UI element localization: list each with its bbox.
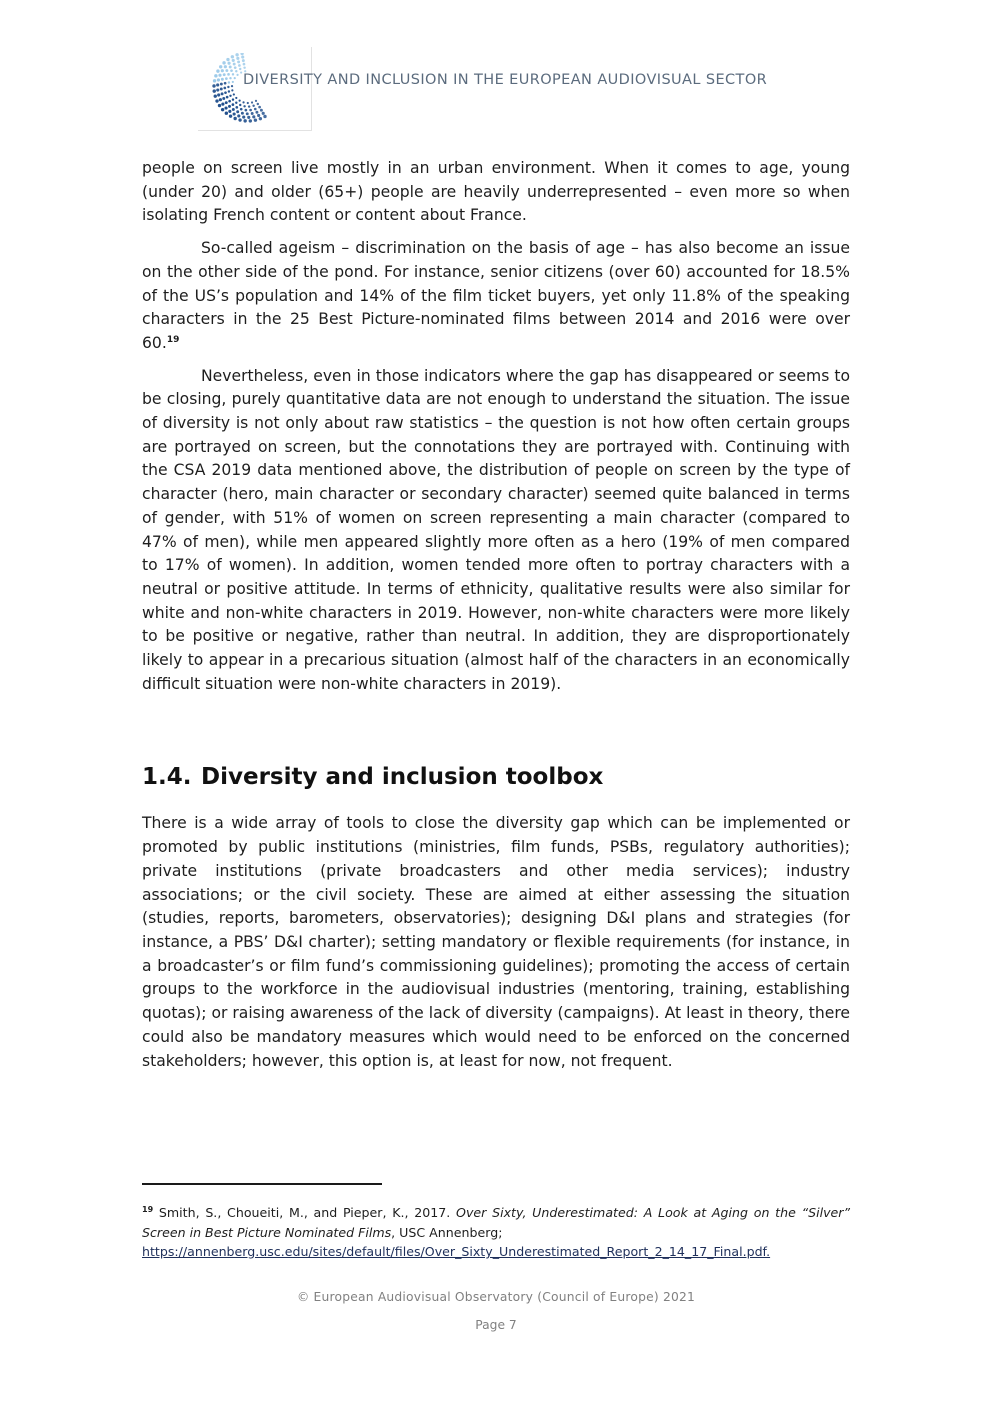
logo-dot xyxy=(247,102,249,104)
paragraph-3: Nevertheless, even in those indicators where the gap has disappeared or seems to be closing, purely quantitative data are not enough to understand the situation. The issue of diversity is not only about raw statistics – the question is not how often certain groups are portrayed on screen, but the connotations they are portrayed with. Continuing with the CSA 2019 data mentioned above, the distribution of people on screen by the type of character (hero, main character or secondary character) seemed quite balanced in terms of gender, with 51% of women on screen representing a main character (compared to 47% of men), while men appeared slightly more often as a hero (19% of men compared to 17% of women). In addition, women tended more often to portray characters with a neutral or positive attitude. In terms of ethnicity, qualitative results were also similar for white and non-white characters in 2019. However, non-white characters were more likely to be positive or negative, rather than neutral. In addition, they are disproportionately likely to appear in a precarious situation (almost half of the characters in an economically difficult situation were non-white characters in 2019). xyxy=(142,366,850,693)
logo-dot xyxy=(228,100,231,103)
logo-dot xyxy=(237,60,240,63)
logo-dot xyxy=(229,77,231,79)
logo-dot xyxy=(232,103,235,106)
footnote-number: 19 xyxy=(142,1205,154,1214)
logo-dot xyxy=(249,119,252,122)
logo-dot xyxy=(229,95,231,97)
logo-dot xyxy=(248,105,250,107)
footnote-title: Over Sixty, Underestimated: A Look at Aging on the “Silver” Screen in Best Picture Nominated Films xyxy=(142,1205,850,1240)
logo-dot xyxy=(246,112,249,115)
logo-dot xyxy=(221,103,224,106)
logo-dot xyxy=(231,89,233,91)
logo-dot xyxy=(233,63,236,66)
logo-dot xyxy=(254,108,257,111)
logo-dot xyxy=(222,97,225,100)
footnote-authors: Smith, S., Choueiti, M., and Pieper, K., 2017. xyxy=(158,1205,451,1220)
logo-dot xyxy=(232,81,234,83)
header-title: DIVERSITY AND INCLUSION IN THE EUROPEAN AUDIOVISUAL SECTOR xyxy=(243,72,768,88)
logo-dot xyxy=(235,53,238,56)
page-number: Page 7 xyxy=(475,1318,517,1332)
logo-dot xyxy=(230,69,233,72)
logo-dot xyxy=(217,93,220,96)
logo-dot xyxy=(243,63,246,66)
logo-dot xyxy=(254,118,257,121)
logo-dot xyxy=(220,83,223,86)
logo-dot xyxy=(231,85,233,87)
logo-dot xyxy=(225,101,228,104)
logo-dot xyxy=(219,98,222,101)
logo-dot xyxy=(233,117,236,120)
logo-dot xyxy=(255,111,258,114)
paragraph-1: people on screen live mostly in an urban environment. When it comes to age, young (under 20) and older (65+) people are heavily underrepresented – even more so when isolating French content or content about France. xyxy=(142,159,850,225)
logo-dot xyxy=(243,119,246,122)
logo-dot xyxy=(239,68,241,70)
logo-dot xyxy=(228,81,230,83)
logo-dot xyxy=(242,59,245,62)
logo-dot xyxy=(234,77,236,79)
main-content xyxy=(142,157,850,1082)
section-paragraph: There is a wide array of tools to close the diversity gap which can be implemented or promoted by public institutions (ministries, film funds, PSBs, regulatory authorities); private institutions (private broadcasters and other media services); industry associations; or the civil society. These are aimed at either assessing the situation (studies, reports, barometers, observatories); designing D&I plans and strategies (for instance, a PBS’ D&I charter); setting mandatory or flexible requirements (for instance, in a broadcaster’s or film fund’s commissioning guidelines); promoting the access of certain groups to the workforce in the audiovisual industries (mentoring, training, establishing quotas); or raising awareness of the lack of diversity (campaigns). At least in theory, there could also be mandatory measures which would need to be enforced on the concerned stakeholders; however, this option is, at least for now, not frequent. xyxy=(142,814,850,1070)
logo-box xyxy=(198,47,312,131)
logo-dot xyxy=(219,65,222,68)
logo-dot xyxy=(218,104,221,107)
logo-dot xyxy=(227,73,230,76)
logo-dot xyxy=(224,91,227,94)
logo-dot xyxy=(252,115,255,118)
logo-dot xyxy=(220,88,223,91)
logo-dot xyxy=(223,87,226,90)
logo-dot xyxy=(232,73,234,75)
logo-dot xyxy=(235,102,237,104)
logo-dot xyxy=(232,59,235,62)
logo-dot xyxy=(238,64,241,67)
page-header xyxy=(198,47,798,131)
footnote-reference[interactable]: 19 xyxy=(166,334,180,345)
footnote-publisher: , USC Annenberg; xyxy=(391,1224,503,1240)
logo-dot xyxy=(239,100,241,102)
section-title: Diversity and inclusion toolbox xyxy=(201,764,604,791)
logo-dot xyxy=(251,112,254,115)
section-heading xyxy=(142,764,850,790)
logo-dot xyxy=(262,112,265,115)
logo-dot xyxy=(245,109,248,112)
logo-dot xyxy=(212,84,215,87)
logo-dot xyxy=(213,89,216,92)
logo-dot xyxy=(222,61,225,64)
logo-dot xyxy=(224,82,227,85)
logo-dot xyxy=(227,86,229,88)
logo-dot xyxy=(247,116,250,119)
logo-dot xyxy=(226,58,229,61)
logo-dot xyxy=(249,109,252,112)
footnote-divider xyxy=(142,1183,382,1185)
logo-dot xyxy=(258,106,261,109)
logo-dot xyxy=(238,118,241,121)
logo-dot xyxy=(235,97,237,99)
logo-dot xyxy=(252,105,254,107)
logo-dot xyxy=(218,74,221,77)
logo-dot xyxy=(236,57,239,60)
logo-dot xyxy=(231,55,234,58)
logo-dot xyxy=(228,105,231,108)
paragraph-2: So-called ageism – discrimination on the basis of age – has also become an issue on the other side of the pond. For instance, senior citizens (over 60) accounted for 18.5% of the US’s population and 14% of the film ticket buyers, yet only 11.8% of the speaking characters in the 25 Best Picture-nominated films between 2014 and 2016 were over 60.19 xyxy=(142,239,850,352)
footnote xyxy=(142,1203,850,1262)
logo-dot xyxy=(233,93,235,95)
logo-dot xyxy=(241,112,244,115)
logo-dot xyxy=(242,116,245,119)
logo-dot xyxy=(241,55,244,58)
copyright-text: © European Audiovisual Observatory (Council of Europe) 2021 xyxy=(296,1290,696,1304)
logo-dot xyxy=(216,83,219,86)
logo-dot xyxy=(242,101,244,103)
logo-dot xyxy=(260,109,263,112)
logo-dot xyxy=(221,92,224,95)
logo-dot xyxy=(229,114,232,117)
logo-dot xyxy=(225,112,228,115)
logo-dot xyxy=(255,100,257,102)
logo-dot xyxy=(229,65,232,68)
logo-dot xyxy=(224,106,227,109)
logo-dot xyxy=(237,114,240,117)
logo-dot xyxy=(234,66,237,69)
logo-dot xyxy=(226,96,229,99)
logo-dot xyxy=(243,66,245,68)
logo-dot xyxy=(224,65,227,68)
logo-dot xyxy=(259,117,262,120)
observatory-logo-icon xyxy=(208,53,278,123)
logo-dot xyxy=(221,69,224,72)
logo-dot xyxy=(217,78,220,81)
logo-dot xyxy=(257,114,260,117)
logo-dot xyxy=(214,74,217,77)
logo-dot xyxy=(243,105,245,107)
logo-dot xyxy=(240,108,243,111)
logo-dot xyxy=(263,115,266,118)
logo-dot xyxy=(235,70,237,72)
logo-dot xyxy=(221,108,224,111)
logo-dot xyxy=(225,77,228,80)
logo-dot xyxy=(251,101,253,103)
footnote-link[interactable]: https://annenberg.usc.edu/sites/default/files/Over_Sixty_Underestimated_Report_2_14_17_Final.pdf. xyxy=(142,1244,771,1259)
logo-dot xyxy=(216,69,219,72)
logo-dot xyxy=(232,108,235,111)
logo-dot xyxy=(257,103,259,105)
logo-dot xyxy=(240,53,243,55)
logo-dot xyxy=(214,94,217,97)
logo-dot xyxy=(235,106,238,109)
logo-dot xyxy=(213,79,216,82)
logo-dot xyxy=(223,73,226,76)
logo-dot xyxy=(232,98,234,100)
logo-dot xyxy=(236,110,239,113)
logo-dot xyxy=(239,104,241,106)
logo-dot xyxy=(215,99,218,102)
logo-dot xyxy=(236,74,238,76)
section-number: 1.4. xyxy=(142,764,192,791)
logo-dot xyxy=(216,88,219,91)
logo-dot xyxy=(228,90,230,92)
logo-dot xyxy=(228,110,231,113)
logo-dot xyxy=(225,69,228,72)
logo-dot xyxy=(227,62,230,65)
logo-dot xyxy=(240,71,242,73)
logo-dot xyxy=(233,112,236,115)
logo-dot xyxy=(221,78,224,81)
